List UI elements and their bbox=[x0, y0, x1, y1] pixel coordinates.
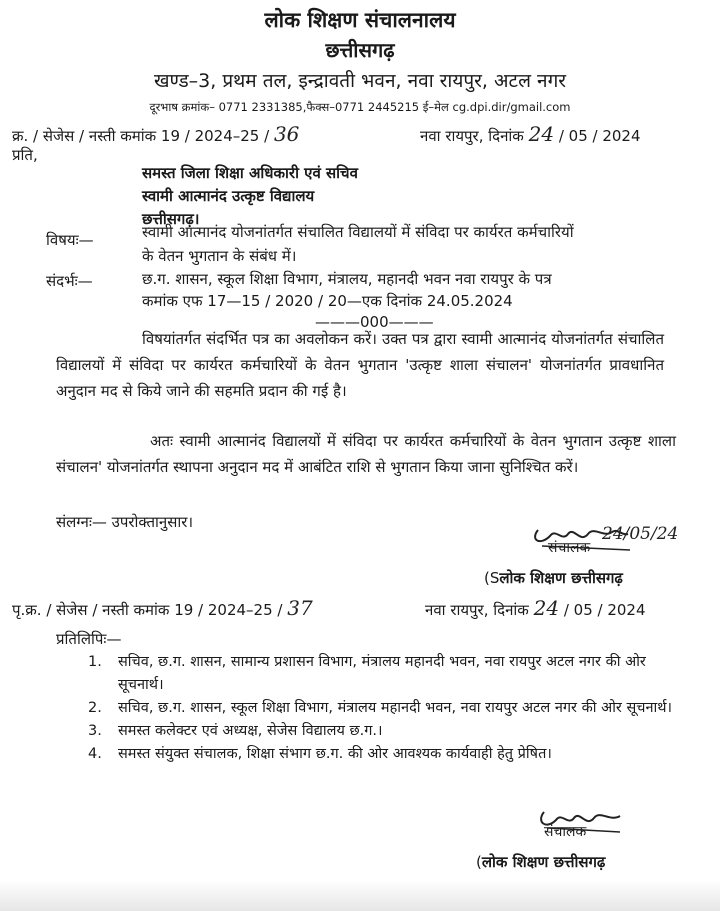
copy-order-reference bbox=[12, 596, 313, 620]
copy-to-item bbox=[88, 743, 688, 766]
body-paragraph-2: अतः स्वामी आत्मानंद विद्यालयों में संविदा पर कार्यरत कर्मचारियों के वेतन भुगतान उत्कृष्ट शाला संचालन' योजनांतर्गत स्थापना अनुदान मद में आबंटित राशि से भुगतान किया जाना सुनिश्चित करें। bbox=[56, 432, 676, 476]
copy-to-item-text: सचिव, छ.ग. शासन, सामान्य प्रशासन विभाग, मंत्रालय महानदी भवन, नवा रायपुर अटल नगर की ओर सूचनार्थ। bbox=[118, 654, 646, 693]
to-label: प्रति, bbox=[12, 146, 38, 164]
copy-to-item-number: 2. bbox=[88, 700, 102, 716]
page-shadow bbox=[0, 880, 720, 911]
signature-block-2 bbox=[530, 800, 650, 844]
signatory-title-1: संचालक bbox=[548, 540, 591, 556]
signatory-office-2-text: लोक शिक्षण छत्तीसगढ़ bbox=[481, 853, 606, 871]
order-date-day: 24 bbox=[528, 122, 555, 146]
signatory-office-2: (लोक शिक्षण छत्तीसगढ़ bbox=[476, 853, 606, 871]
signature-block-1 bbox=[520, 516, 720, 560]
copy-to-item-text: सचिव, छ.ग. शासन, स्कूल शिक्षा विभाग, मंत्रालय महानदी भवन, नवा रायपुर अटल नगर की ओर सूचनार्थ। bbox=[118, 700, 673, 716]
copy-order-date-prefix: नवा रायपुर, दिनांक bbox=[425, 601, 529, 619]
copy-to-item bbox=[88, 697, 688, 720]
subject-line-2: के वेतन भुगतान के संबंध में। bbox=[142, 247, 297, 265]
signatory-office-1-text: लोक शिक्षण छत्तीसगढ़ bbox=[499, 569, 623, 587]
enclosure-line: संलग्नः— उपरोक्तानुसार। bbox=[56, 513, 194, 531]
recipient-line-2: स्वामी आत्मानंद उत्कृष्ट विद्यालय bbox=[142, 187, 315, 205]
subject-line-1: स्वामी आत्मानंद योजनांतर्गत संचालित विद्यालयों में संविदा पर कार्यरत कर्मचारियों bbox=[142, 223, 574, 241]
recipient-line-3: छत्तीसगढ़। bbox=[142, 210, 200, 228]
copy-to-item bbox=[88, 720, 688, 743]
separator: ———000——— bbox=[315, 313, 434, 331]
order-date-rest: / 05 / 2024 bbox=[558, 127, 641, 145]
copy-order-reference-number: 37 bbox=[287, 596, 313, 620]
signature-date: 24/05/24 bbox=[602, 524, 679, 544]
signatory-title-2: संचालक bbox=[544, 824, 587, 840]
copy-to-item-number: 3. bbox=[88, 723, 102, 739]
copy-order-date bbox=[425, 596, 646, 620]
reference-line-1: छ.ग. शासन, स्कूल शिक्षा विभाग, मंत्रालय, महानदी भवन नवा रायपुर के पत्र bbox=[142, 270, 552, 288]
state-name: छत्तीसगढ़ bbox=[325, 38, 395, 62]
copy-to-item-number: 4. bbox=[88, 746, 102, 762]
copy-to-item bbox=[88, 651, 688, 697]
subject-label: विषयः— bbox=[46, 231, 94, 249]
contact-line: दूरभाष क्रमांक– 0771 2331385,फैक्स–0771 2445215 ई–मेल cg.dpi.dir/gmail.com bbox=[149, 100, 571, 114]
reference-label: संदर्भः— bbox=[46, 272, 93, 290]
signatory-office-1: (Sलोक शिक्षण छत्तीसगढ़ bbox=[484, 569, 623, 587]
copy-to-item-text: समस्त संयुक्त संचालक, शिक्षा संभाग छ.ग. की ओर आवश्यक कार्यवाही हेतु प्रेषित। bbox=[118, 746, 552, 762]
copy-to-label: प्रतिलिपिः— bbox=[56, 630, 122, 648]
order-date-prefix: नवा रायपुर, दिनांक bbox=[420, 127, 524, 145]
recipient-line-1: समस्त जिला शिक्षा अधिकारी एवं सचिव bbox=[142, 164, 358, 182]
copy-order-date-day: 24 bbox=[533, 596, 560, 620]
copy-to-item-text: समस्त कलेक्टर एवं अध्यक्ष, सेजेस विद्यालय छ.ग.। bbox=[118, 723, 383, 739]
copy-order-date-rest: / 05 / 2024 bbox=[563, 601, 646, 619]
reference-line-2: कमांक एफ 17—15 / 2020 / 20—एक दिनांक 24.05.2024 bbox=[142, 292, 513, 310]
order-date bbox=[420, 122, 641, 146]
office-address: खण्ड–3, प्रथम तल, इन्द्रावती भवन, नवा रायपुर, अटल नगर bbox=[153, 70, 567, 92]
order-reference bbox=[12, 122, 299, 146]
copy-to-item-number: 1. bbox=[88, 654, 102, 670]
body-paragraph-1: विषयांतर्गत संदर्भित पत्र का अवलोकन करें। उक्त पत्र द्वारा स्वामी आत्मानंद योजनांतर्गत संचालित विद्यालयों में संविदा पर कार्यरत कर्मचारियों के वेतन भुगतान 'उत्कृष्ट शाला संचालन' योजनांतर्गत प्रावधानित अनुदान मद से किये जाने की सहमति प्रदान की गई है। bbox=[56, 330, 664, 400]
copy-order-reference-prefix: पृ.क्र. / सेजेस / नस्ती कमांक 19 / 2024–25 / bbox=[12, 601, 283, 619]
order-reference-number: 36 bbox=[273, 122, 300, 146]
order-reference-prefix: क्र. / सेजेस / नस्ती कमांक 19 / 2024–25 / bbox=[12, 127, 270, 145]
copy-to-list bbox=[88, 651, 688, 766]
org-name: लोक शिक्षण संचालनालय bbox=[264, 8, 456, 32]
